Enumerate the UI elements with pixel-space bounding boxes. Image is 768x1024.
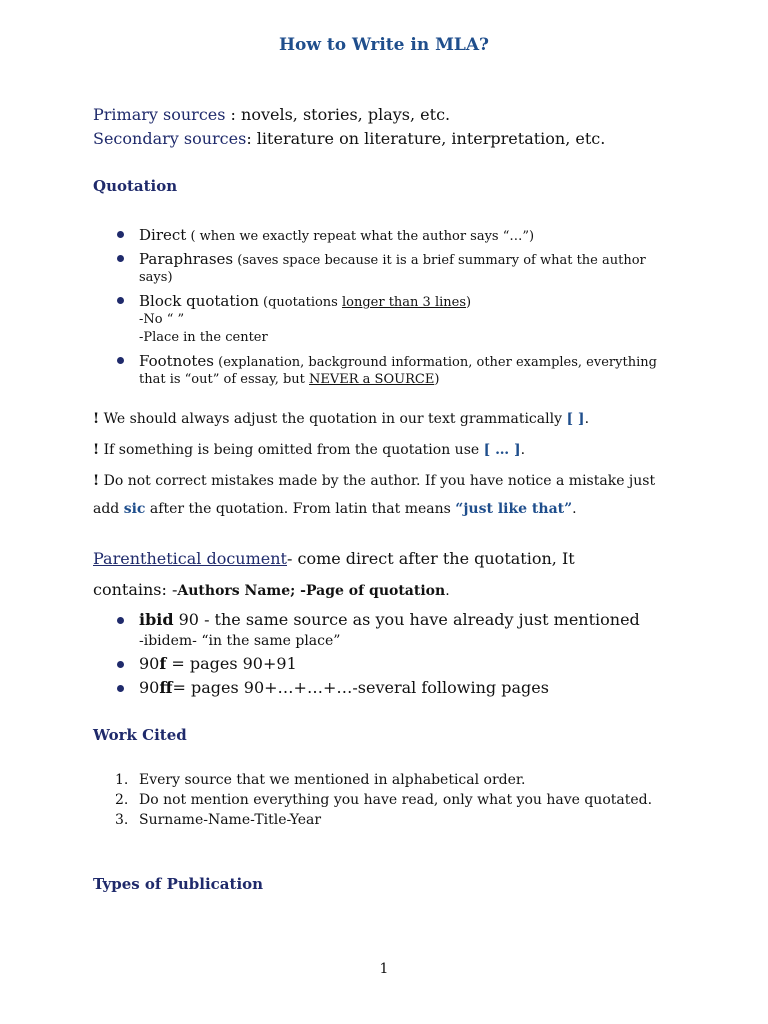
page-number: 1 — [379, 961, 389, 977]
bullet-icon — [117, 231, 124, 238]
block-sub-1: -No “ ” — [139, 312, 185, 327]
page-of-quotation: Page of quotation — [306, 583, 446, 599]
bullet-icon — [117, 661, 124, 668]
authors-name: Authors Name; - — [177, 583, 306, 599]
quotation-desc: (explanation, background information, other examples, everything — [213, 355, 657, 370]
quotation-term: Footnotes — [139, 352, 214, 370]
types-heading: Types of Publication — [93, 875, 264, 893]
page-num: 90 — [139, 678, 160, 697]
ibid-sub: -ibidem- “in the same place” — [139, 633, 341, 649]
quotation-term: Block quotation — [139, 292, 259, 310]
exclamation-mark: ! — [93, 473, 100, 489]
quotation-desc-cont: says) — [139, 270, 173, 285]
exclamation-mark: ! — [93, 411, 100, 427]
sic-meaning: “just like that” — [455, 501, 573, 517]
work-cited-item: Do not mention everything you have read, only what you have quotated. — [139, 792, 653, 808]
note-3 — [93, 473, 655, 489]
bullet-icon — [117, 685, 124, 692]
quotation-desc-underlined: longer than 3 lines — [341, 295, 467, 310]
note-3-cont — [93, 501, 577, 517]
footnotes-desc-cont — [139, 372, 439, 387]
ff-term: ff — [159, 678, 173, 697]
footnotes-desc-pre: that is “out” of essay, but — [139, 372, 310, 387]
parenthetical-item-ibid — [139, 610, 640, 629]
quotation-heading: Quotation — [93, 177, 178, 195]
footnotes-desc-end: ) — [434, 372, 440, 387]
note-end: . — [572, 501, 577, 517]
work-cited-num: 1. — [115, 772, 129, 788]
bullet-icon — [117, 617, 124, 624]
primary-sources-line — [93, 105, 450, 124]
page-num: 90 — [139, 654, 160, 673]
f-term: f — [159, 654, 167, 673]
work-cited-num: 2. — [115, 792, 129, 808]
secondary-sources-text: : literature on literature, interpretation, etc. — [246, 129, 606, 148]
parenthetical-item-ff — [139, 678, 549, 697]
parenthetical-text: - come direct after the quotation, It — [286, 549, 575, 568]
note-text: We should always adjust the quotation in our text grammatically — [99, 411, 567, 427]
sic-term: sic — [123, 501, 146, 517]
page-title: How to Write in MLA? — [278, 35, 490, 55]
note-2 — [93, 442, 525, 458]
note-end: . — [520, 442, 526, 458]
ff-text: = pages 90+…+…+…-several following pages — [172, 678, 549, 697]
quotation-desc: (saves space because it is a brief summary of what the author — [233, 253, 646, 268]
block-sub-2: -Place in the center — [139, 330, 268, 345]
ibid-term: ibid — [139, 610, 174, 629]
quotation-item-paraphrases — [139, 249, 646, 268]
footnotes-desc-underlined: NEVER a SOURCE — [309, 372, 435, 387]
parenthetical-line — [93, 549, 575, 568]
secondary-sources-line — [93, 129, 605, 148]
work-cited-item: Every source that we mentioned in alphabetical order. — [139, 772, 526, 788]
bullet-icon — [117, 297, 124, 304]
quotation-desc-end: ) — [466, 295, 472, 310]
quotation-desc: (quotations — [258, 295, 342, 310]
quotation-item-footnotes — [139, 351, 657, 370]
brackets: [ ] — [566, 411, 585, 427]
parenthetical-label: Parenthetical document — [93, 549, 287, 568]
f-text: = pages 90+91 — [166, 654, 297, 673]
contains-end: . — [445, 583, 450, 599]
exclamation-mark: ! — [93, 442, 100, 458]
brackets: [ … ] — [483, 442, 521, 458]
secondary-sources-label: Secondary sources — [93, 129, 247, 148]
contains-label: contains: - — [93, 580, 178, 599]
note-1 — [93, 411, 589, 427]
quotation-item-direct — [139, 225, 534, 244]
bullet-icon — [117, 255, 124, 262]
parenthetical-item-f — [139, 654, 297, 673]
quotation-item-block — [139, 291, 471, 310]
ibid-text: 90 - the same source as you have already just mentioned — [173, 610, 640, 629]
work-cited-num: 3. — [115, 812, 129, 828]
bullet-icon — [117, 357, 124, 364]
quotation-term: Paraphrases — [139, 250, 234, 268]
note-end: . — [584, 411, 590, 427]
work-cited-heading: Work Cited — [93, 726, 187, 744]
primary-sources-label: Primary sources — [93, 105, 226, 124]
primary-sources-text: : novels, stories, plays, etc. — [225, 105, 451, 124]
note-text: add — [93, 501, 124, 517]
note-text: If something is being omitted from the quotation use — [99, 442, 484, 458]
work-cited-item: Surname-Name-Title-Year — [139, 812, 322, 828]
quotation-term: Direct — [139, 226, 187, 244]
note-text: after the quotation. From latin that means — [145, 501, 456, 517]
quotation-desc: ( when we exactly repeat what the author says “…”) — [186, 229, 535, 244]
note-text: Do not correct mistakes made by the author. If you have notice a mistake just — [99, 473, 656, 489]
parenthetical-contains — [93, 580, 450, 599]
